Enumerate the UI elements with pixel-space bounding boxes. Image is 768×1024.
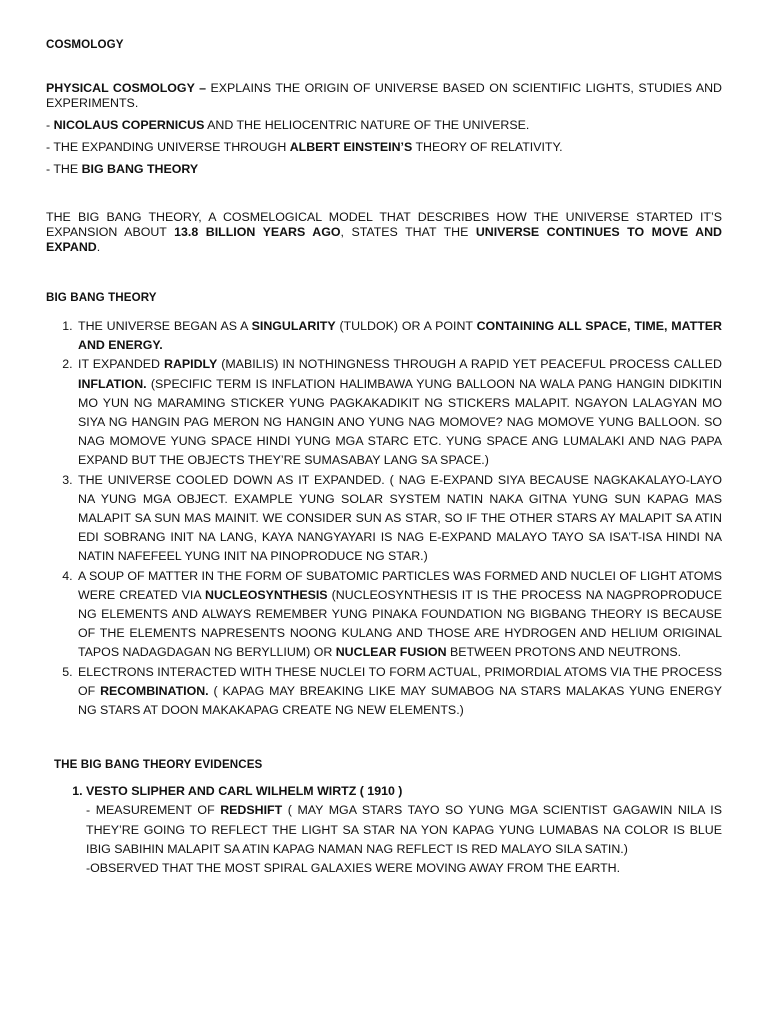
step-text: THE UNIVERSE COOLED DOWN AS IT EXPANDED. ( NAG E-EXPAND SIYA BECAUSE NAGKAKALAYO-LAYO NA YUNG MGA OBJECT. EXAMPLE YUNG SOLAR SYSTEM NATIN NAKA GITNA YUNG SUN KAPAG MAS MALAPIT SA SUN MAS MAINIT. WE CONSIDER SUN AS STAR, SO IF THE OTHER STARS AY MALAPIT SA ATIN EDI SOBRANG INIT NA LANG, KAYA NANGYAYARI IS NAG E-EXPAND MALAYO TAYO SA ISA’T-ISA HINDI NA NATIN NAFEFEEL YUNG INIT NA PINOPRODUCE NG STAR.) [78, 472, 722, 564]
evidence-text: - MEASUREMENT OF [86, 803, 221, 818]
galaxies-paragraph: -OBSERVED THAT THE MOST SPIRAL GALAXIES WERE MOVING AWAY FROM THE EARTH. [86, 861, 621, 876]
bullet-copernicus [46, 118, 722, 133]
step-text: (SPECIFIC TERM IS INFLATION HALIMBAWA YUNG BALLOON NA WALA PANG HANGIN DIDKITIN MO YUN NG MARAMING STICKER YUNG PAGKAKADIKIT NG STICKERS MALAPIT. NGAYON LALAGYAN MO SIYA NG HANGIN PAG MERON NG HANGIN ANO YUNG NAG MOMOVE? NAG MOMOVE YUNG BALLOON. SO NAG MOMOVE YUNG SPACE HINDI YUNG MGA STARC ETC. YUNG SPACE ANG LUMALAKI AND NAG PAPA EXPAND BUT THE OBJECTS THEY’RE SUMASABAY LANG SA SPACE.) [78, 376, 722, 468]
step-text: A SOUP OF MATTER IN THE FORM OF SUBATOMIC PARTICLES WAS FORMED AND NUCLEI OF LIGHT ATOMS WERE CREATED VIA [78, 568, 722, 602]
bullet-prefix: - THE EXPANDING UNIVERSE THROUGH [46, 140, 290, 154]
step-text: IT EXPANDED [78, 357, 164, 372]
list-item [76, 471, 722, 567]
evidence-text: ( MAY MGA STARS TAYO SO YUNG MGA SCIENTIST GAGAWIN NILA IS THEY’RE GOING TO REFLECT THE LIGHT SA STAR NA YON KAPAG YUNG LUMABAS NA COLOR IS BLUE IBIG SABIHIN MALAPIT SA ATIN KAPAG NAMAN NAG REFLECT IS RED MALAYO SILA SATIN.) [86, 803, 722, 856]
step-bold: RECOMBINATION. [100, 683, 209, 698]
physical-cosmology-definition: EXPLAINS THE ORIGIN OF UNIVERSE BASED ON SCIENTIFIC LIGHTS, STUDIES AND EXPERIMENTS. [46, 81, 722, 110]
physical-cosmology-paragraph [46, 81, 722, 111]
big-bang-heading: BIG BANG THEORY [46, 291, 157, 304]
step-text: (TULDOK) OR A POINT [335, 319, 477, 333]
bullet-prefix: - [46, 118, 54, 132]
step-bold: CONTAINING ALL SPACE, TIME, MATTER AND ENERGY. [78, 319, 723, 353]
step-text: (NUCLEOSYNTHESIS IT IS THE PROCESS NA NAGPROPRODUCE NG ELEMENTS AND ALWAYS REMEMBER YUNG PINAKA FOUNDATION NG BIGBANG THEORY IS BECAUSE OF THE ELEMENTS NAPRESENTS NOONG KULANG AND THOSE ARE HYDROGEN AND HELIUM ORIGINAL TAPOS NADAGDAGAN NG BERYLLIUM) OR [78, 587, 722, 660]
bullet-big-bang [46, 162, 722, 177]
bullet-einstein [46, 140, 722, 155]
step-bold: NUCLEOSYNTHESIS [205, 587, 328, 602]
evidences-heading: THE BIG BANG THEORY EVIDENCES [54, 758, 263, 772]
step-bold: SINGULARITY [251, 319, 336, 333]
intro-text: . [96, 240, 101, 254]
bullet-bold: BIG BANG THEORY [81, 162, 199, 176]
step-text: ELECTRONS INTERACTED WITH THESE NUCLEI TO FORM ACTUAL, PRIMORDIAL ATOMS VIA THE PROCESS OF [78, 664, 722, 698]
step-text: (MABILIS) IN NOTHINGNESS THROUGH A RAPID YET PEACEFUL PROCESS CALLED [217, 357, 722, 372]
step-bold: INFLATION. [78, 376, 147, 391]
bullet-prefix: - THE [46, 162, 82, 176]
physical-cosmology-term: PHYSICAL COSMOLOGY – [46, 81, 206, 95]
intro-bold-expand: UNIVERSE CONTINUES TO MOVE AND EXPAND [46, 225, 722, 254]
step-text: ( KAPAG MAY BREAKING LIKE MAY SUMABOG NA STARS MALAKAS YUNG ENERGY NG STARS AT DOON MAKAKAPAG CREATE NG NEW ELEMENTS.) [78, 683, 723, 718]
bullet-suffix: AND THE HELIOCENTRIC NATURE OF THE UNIVERSE. [204, 118, 530, 132]
step-bold: RAPIDLY [164, 357, 218, 372]
step-text: BETWEEN PROTONS AND NEUTRONS. [446, 645, 682, 660]
intro-text: , STATES THAT THE [340, 225, 476, 239]
bullet-bold: ALBERT EINSTEIN’S [289, 140, 413, 154]
big-bang-steps-list [46, 317, 722, 720]
intro-text: THE BIG BANG THEORY, A COSMELOGICAL MODEL THAT DESCRIBES HOW THE UNIVERSE STARTED IT’S EXPANSION ABOUT [46, 210, 722, 239]
list-item [86, 782, 722, 878]
intro-bold-age: 13.8 BILLION YEARS AGO [174, 225, 341, 239]
bullet-suffix: THEORY OF RELATIVITY. [412, 140, 563, 154]
evidence-title: 1. VESTO SLIPHER AND CARL WILHELM WIRTZ ( 1910 ) [86, 784, 403, 799]
list-item [76, 355, 722, 470]
bullet-bold: NICOLAUS COPERNICUS [53, 118, 205, 132]
evidences-list [46, 782, 722, 878]
list-item [76, 663, 722, 721]
evidence-bold: REDSHIFT [220, 803, 283, 818]
list-item [76, 567, 722, 663]
step-text: THE UNIVERSE BEGAN AS A [78, 319, 252, 333]
list-item [76, 317, 722, 355]
redshift-paragraph [86, 801, 722, 859]
document-title: COSMOLOGY [46, 38, 124, 51]
intro-paragraph [46, 210, 722, 255]
step-bold: NUCLEAR FUSION [335, 645, 447, 660]
